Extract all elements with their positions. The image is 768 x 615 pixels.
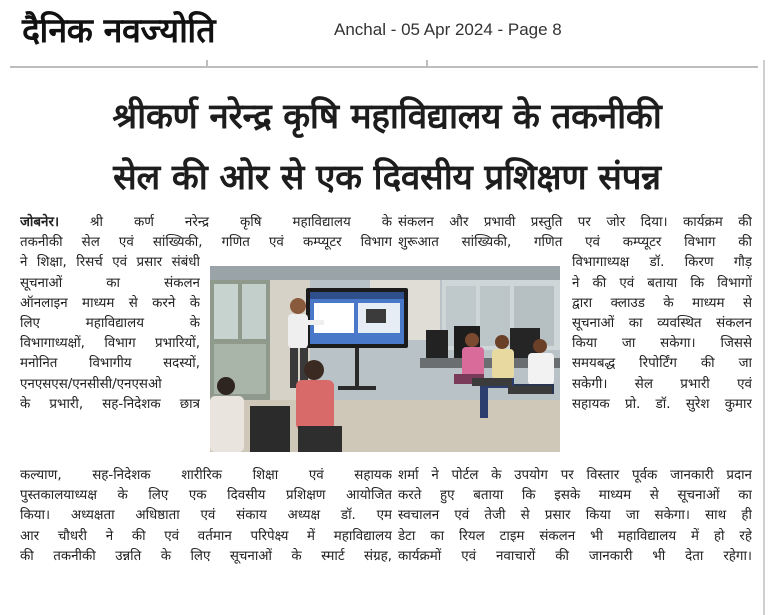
article-line: डेटा का रियल टाइम संकलन भी महाविद्यालय में हो रहे	[398, 528, 752, 544]
training-session-illustration	[210, 266, 560, 452]
article-left-bottom	[20, 466, 392, 567]
article-line: द्वारा क्लाउड के माध्यम से	[572, 295, 752, 311]
article-line: विभागाध्यक्ष डॉ. किरण गौड़	[572, 255, 752, 271]
article-line: किया। अध्यक्षता अधिष्ठाता एवं संकाय अध्यक्ष डॉ. एम	[20, 508, 392, 524]
article-line: शुरूआत सांख्यिकी, गणित एवं कम्प्यूटर विभाग की	[398, 235, 752, 251]
article-line: मनोनित विभागीय सदस्यों,	[20, 356, 200, 372]
article-line: कल्याण, सह-निदेशक शारीरिक शिक्षा एवं सहायक	[20, 468, 392, 483]
newspaper-masthead: दैनिक नवज्योति	[22, 11, 216, 51]
headline-line-2: सेल की ओर से एक दिवसीय प्रशिक्षण संपन्न	[113, 158, 661, 198]
divider-tick	[426, 60, 428, 68]
article-line: समयबद्ध रिपोर्टिंग की जा	[572, 356, 752, 372]
article-line: ने शिक्षा, रिसर्च एवं प्रसार संबंधी	[20, 255, 200, 271]
divider-tick	[206, 60, 208, 68]
article-line: सूचनाओं का व्यवस्थित संकलन	[572, 315, 752, 331]
article-line: सकेगी। सेल प्रभारी एवं	[572, 376, 752, 392]
page-edge	[763, 60, 765, 615]
article-line: लिए महाविद्यालय के	[20, 315, 200, 331]
article-line: पुस्तकालयाध्यक्ष के लिए एक दिवसीय प्रशिक्षण आयोजित	[20, 488, 392, 504]
article-text: श्री कर्ण नरेन्द्र कृषि महाविद्यालय के	[90, 215, 392, 230]
article-line: कार्यक्रमों एवं नवाचारों की जानकारी भी देता रहेगा।	[398, 548, 752, 564]
article-line: तकनीकी सेल एवं सांख्यिकी, गणित एवं कम्प्यूटर विभाग	[20, 235, 392, 251]
edition-info: Anchal - 05 Apr 2024 - Page 8	[334, 20, 562, 39]
article-line: स्वचालन एवं तेजी से प्रसार किया जा सकेगा। साथ ही	[398, 508, 752, 524]
article-line: ऑनलाइन माध्यम से करने के	[20, 295, 200, 311]
article-line: सूचनाओं का संकलन	[20, 275, 200, 291]
article-line: शर्मा ने पोर्टल के उपयोग पर विस्तार पूर्वक जानकारी प्रदान	[398, 468, 752, 483]
article-line	[20, 213, 392, 233]
article-line: सहायक प्रो. डॉ. सुरेश कुमार	[572, 396, 752, 412]
article-line: के प्रभारी, सह-निदेशक छात्र	[20, 396, 200, 412]
article-right-bottom	[398, 466, 752, 567]
article-line: करते हुए बताया कि इसके माध्यम से सूचनाओं का	[398, 488, 752, 504]
article-line: विभागाध्यक्षों, विभाग प्रभारियों,	[20, 336, 200, 352]
article-line: किया जा सकेगा। जिससे	[572, 336, 752, 352]
article-line: एनएसएस/एनसीसी/एनएसओ	[20, 376, 162, 392]
article-line: ने की एवं बताया कि विभागों	[572, 275, 752, 291]
article-line: संकलन और प्रभावी प्रस्तुति पर जोर दिया। कार्यक्रम की	[398, 215, 752, 230]
article-line: की तकनीकी उन्नति के लिए सूचनाओं के स्मार्ट संग्रह,	[20, 548, 392, 564]
masthead-divider	[10, 66, 758, 68]
headline-line-1: श्रीकर्ण नरेन्द्र कृषि महाविद्यालय के तकनीकी	[112, 97, 662, 137]
training-session-photo	[210, 266, 560, 452]
dateline: जोबनेर।	[20, 215, 60, 230]
article-line: आर चौधरी ने की एवं वर्तमान परिपेक्ष्य में महाविद्यालय	[20, 528, 392, 544]
